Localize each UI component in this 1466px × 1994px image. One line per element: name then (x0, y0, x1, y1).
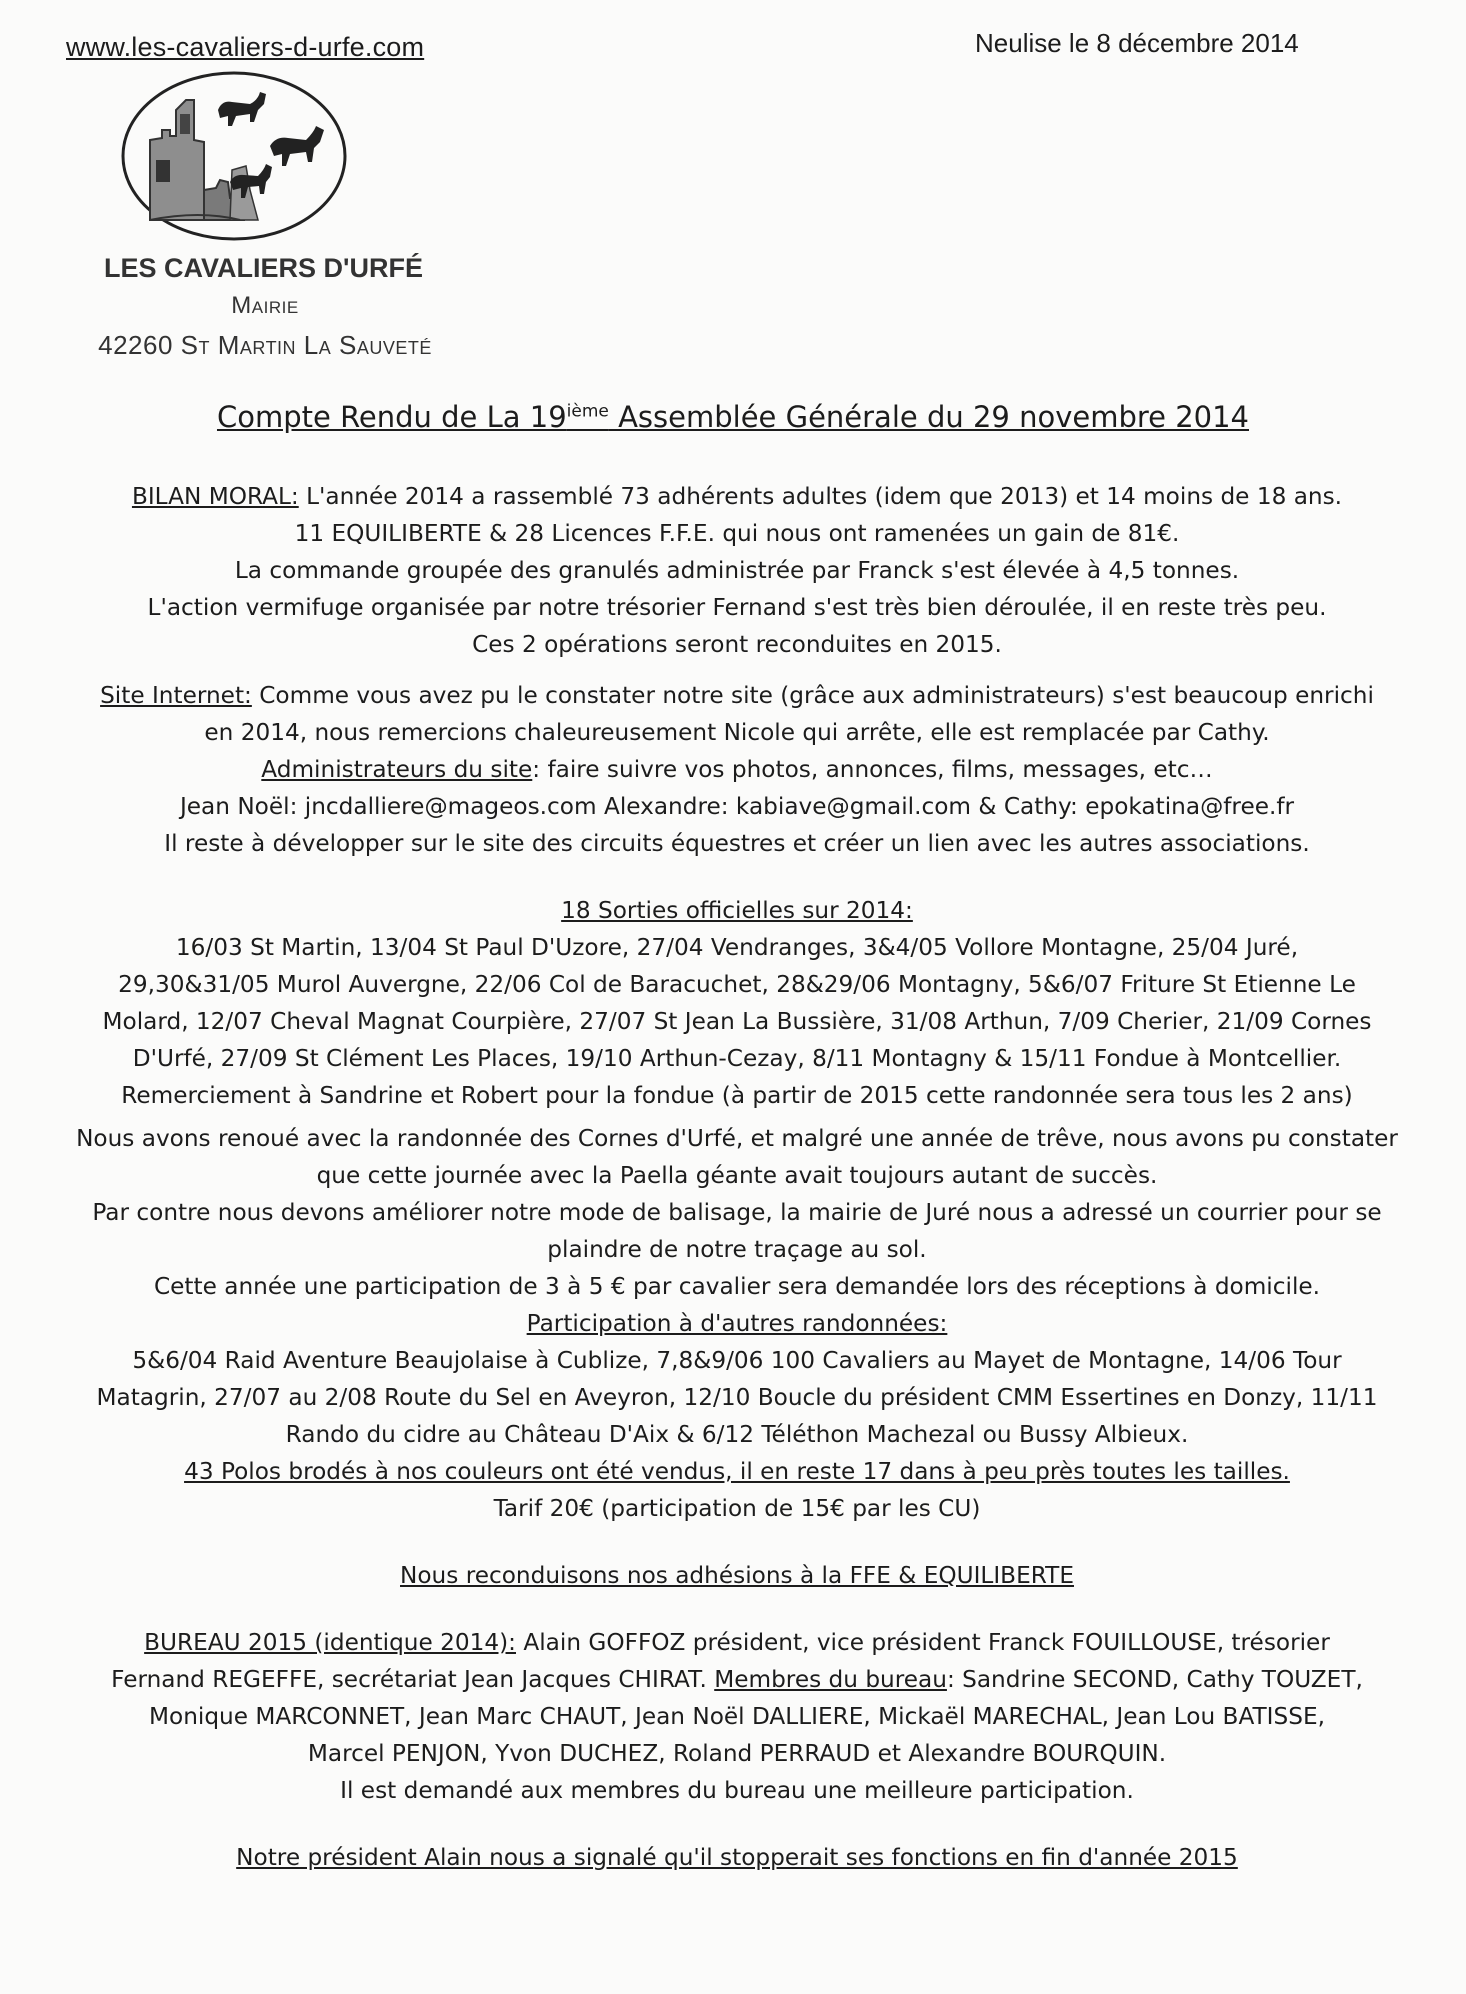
document-date: Neulise le 8 décembre 2014 (975, 28, 1299, 58)
bureau-text-1: Alain GOFFOZ président, vice président Franck FOUILLOUSE, trésorier (516, 1629, 1330, 1656)
polos-line-2: Tarif 20€ (participation de 15€ par les CU) (493, 1495, 981, 1522)
bureau-heading: BUREAU 2015 (identique 2014): (144, 1629, 516, 1656)
participation-line-1: 5&6/04 Raid Aventure Beaujolaise à Cublize, 7,8&9/06 100 Cavaliers au Mayet de Montagne, 14/06 Tour (132, 1347, 1342, 1374)
sorties-line-1: 16/03 St Martin, 13/04 St Paul D'Uzore, 27/04 Vendranges, 3&4/05 Vollore Montagne, 25/04 Juré, (175, 934, 1299, 961)
organization-address: 42260 St Martin La Sauveté (98, 330, 432, 360)
bilan-line-5: Ces 2 opérations seront reconduites en 2015. (472, 631, 1002, 658)
participation-heading-text: Participation à d'autres randonnées: (526, 1310, 948, 1337)
sorties-para3-line1: Par contre nous devons améliorer notre mode de balisage, la mairie de Juré nous a adressé un courrier pour se (92, 1199, 1382, 1226)
admin-heading: Administrateurs du site (261, 756, 533, 783)
bilan-line-2: 11 EQUILIBERTE & 28 Licences F.F.E. qui nous ont ramenées un gain de 81€. (294, 520, 1180, 547)
sorties-para2-line2: que cette journée avec la Paella géante avait toujours autant de succès. (316, 1162, 1158, 1189)
participation-line-2: Matagrin, 27/07 au 2/08 Route du Sel en Aveyron, 12/10 Boucle du président CMM Essertines en Donzy, 11/11 (96, 1384, 1378, 1411)
members-heading: Membres du bureau (714, 1666, 947, 1693)
bureau-text-2b: : Sandrine SECOND, Cathy TOUZET, (946, 1666, 1363, 1693)
site-line-5: Il reste à développer sur le site des circuits équestres et créer un lien avec les autres associations. (164, 830, 1310, 857)
title-superscript: ième (566, 401, 609, 422)
sorties-heading-text: 18 Sorties officielles sur 2014: (561, 897, 913, 924)
site-line-1 (22, 677, 1452, 714)
organization-mairie: Mairie (231, 292, 299, 319)
title-part1: Compte Rendu de La 19 (216, 400, 567, 434)
bilan-heading: BILAN MORAL: (131, 483, 299, 510)
participation-line-3: Rando du cidre au Château D'Aix & 6/12 Téléthon Machezal ou Bussy Albieux. (285, 1421, 1189, 1448)
bilan-line-1 (22, 478, 1452, 515)
sorties-para4: Cette année une participation de 3 à 5 € par cavalier sera demandée lors des réceptions à domicile. (153, 1273, 1321, 1300)
site-heading: Site Internet: (100, 682, 252, 709)
castle-and-horses-logo-icon (120, 70, 348, 242)
sorties-para3-line2: plaindre de notre traçage au sol. (547, 1236, 927, 1263)
document-title (0, 400, 1466, 434)
sorties-line-4: D'Urfé, 27/09 St Clément Les Places, 19/10 Arthun-Cezay, 8/11 Montagny & 15/11 Fondue à Montcellier. (132, 1045, 1342, 1072)
bureau-line-3: Monique MARCONNET, Jean Marc CHAUT, Jean Noël DALLIERE, Mickaël MARECHAL, Jean Lou BATISSE, (149, 1703, 1325, 1730)
organization-name: LES CAVALIERS D'URFÉ (104, 253, 423, 283)
bureau-line-4: Marcel PENJON, Yvon DUCHEZ, Roland PERRAUD et Alexandre BOURQUIN. (307, 1740, 1167, 1767)
site-line-2: en 2014, nous remercions chaleureusement Nicole qui arrête, elle est remplacée par Cathy. (204, 719, 1270, 746)
website-url[interactable]: www.les-cavaliers-d-urfe.com (66, 32, 425, 62)
adhesions-line (22, 1557, 1452, 1594)
sorties-heading (22, 892, 1452, 929)
site-text-1: Comme vous avez pu le constater notre site (grâce aux administrateurs) s'est beaucoup enrichi (251, 682, 1374, 709)
bilan-line-3: La commande groupée des granulés administrée par Franck s'est élevée à 4,5 tonnes. (234, 557, 1240, 584)
adhesions-text: Nous reconduisons nos adhésions à la FFE & EQUILIBERTE (400, 1562, 1074, 1589)
closing-text: Notre président Alain nous a signalé qu'il stopperait ses fonctions en fin d'année 2015 (236, 1844, 1238, 1871)
sorties-line-5: Remerciement à Sandrine et Robert pour la fondue (à partir de 2015 cette randonnée sera tous les 2 ans) (121, 1082, 1353, 1109)
document-body (22, 478, 1452, 1876)
participation-heading (22, 1305, 1452, 1342)
site-contacts[interactable]: Jean Noël: jncdalliere@mageos.com Alexandre: kabiave@gmail.com & Cathy: epokatina@free.fr (179, 793, 1295, 820)
bureau-line-1 (22, 1624, 1452, 1661)
sorties-para2-line1: Nous avons renoué avec la randonnée des Cornes d'Urfé, et malgré une année de trêve, nous avons pu constater (76, 1125, 1398, 1152)
polos-line-1 (22, 1453, 1452, 1490)
sorties-line-2: 29,30&31/05 Murol Auvergne, 22/06 Col de Baracuchet, 28&29/06 Montagny, 5&6/07 Friture St Etienne Le (118, 971, 1356, 998)
title-part2: Assemblée Générale du 29 novembre 2014 (608, 400, 1249, 434)
sorties-line-3: Molard, 12/07 Cheval Magnat Courpière, 27/07 St Jean La Bussière, 31/08 Arthun, 7/09 Cherier, 21/09 Cornes (102, 1008, 1372, 1035)
closing-line (22, 1839, 1452, 1876)
site-line-3 (22, 751, 1452, 788)
admin-text: : faire suivre vos photos, annonces, films, messages, etc… (532, 756, 1213, 783)
polos-text: 43 Polos brodés à nos couleurs ont été vendus, il en reste 17 dans à peu près toutes les tailles. (184, 1458, 1290, 1485)
bureau-line-5: Il est demandé aux membres du bureau une meilleure participation. (340, 1777, 1134, 1804)
bureau-line-2 (22, 1661, 1452, 1698)
bilan-line-4: L'action vermifuge organisée par notre trésorier Fernand s'est très bien déroulée, il en reste très peu. (147, 594, 1327, 621)
bureau-text-2a: Fernand REGEFFE, secrétariat Jean Jacques CHIRAT. (111, 1666, 715, 1693)
bilan-text-1: L'année 2014 a rassemblé 73 adhérents adultes (idem que 2013) et 14 moins de 18 ans. (298, 483, 1343, 510)
